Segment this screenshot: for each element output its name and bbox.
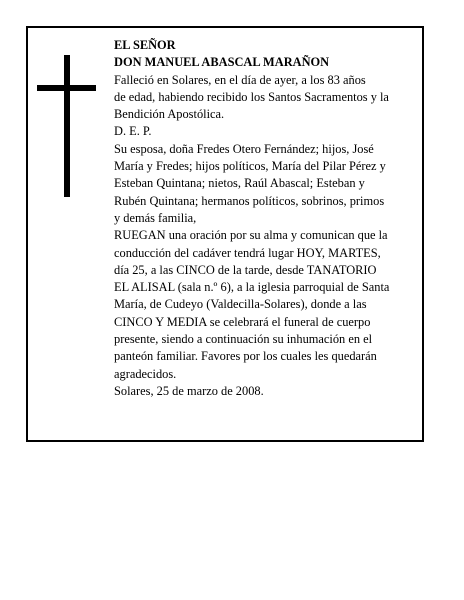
notice-line: Solares, 25 de marzo de 2008. bbox=[114, 383, 264, 398]
cross-horizontal-bar bbox=[37, 85, 96, 91]
cross-vertical-bar bbox=[64, 55, 70, 197]
notice-line: y demás familia, bbox=[114, 210, 197, 225]
notice-line: RUEGAN una oración por su alma y comunican que la bbox=[114, 228, 388, 243]
notice-line: día 25, a las CINCO de la tarde, desde TANATORIO bbox=[114, 262, 377, 277]
notice-line: Rubén Quintana; hermanos políticos, sobrinos, primos bbox=[114, 193, 385, 208]
notice-line: presente, siendo a continuación su inhumación en el bbox=[114, 332, 373, 347]
notice-line: Bendición Apostólica. bbox=[114, 107, 225, 122]
notice-line: María y Fredes; hijos políticos, María del Pilar Pérez y bbox=[114, 159, 386, 174]
obituary-text bbox=[114, 37, 420, 400]
notice-line: Falleció en Solares, en el día de ayer, a los 83 años bbox=[114, 72, 366, 87]
notice-line: panteón familiar. Favores por los cuales les quedarán bbox=[114, 349, 377, 364]
notice-line: CINCO Y MEDIA se celebrará el funeral de cuerpo bbox=[114, 314, 371, 329]
notice-line: D. E. P. bbox=[114, 124, 152, 139]
notice-line: EL ALISAL (sala n.º 6), a la iglesia parroquial de Santa bbox=[114, 280, 390, 295]
notice-line: de edad, habiendo recibido los Santos Sacramentos y la bbox=[114, 89, 389, 104]
notice-line: agradecidos. bbox=[114, 366, 177, 381]
notice-line: María, de Cudeyo (Valdecilla-Solares), donde a las bbox=[114, 297, 367, 312]
notice-line: conducción del cadáver tendrá lugar HOY, MARTES, bbox=[114, 245, 381, 260]
deceased-name: DON MANUEL ABASCAL MARAÑON bbox=[114, 55, 330, 70]
notice-line: Su esposa, doña Fredes Otero Fernández; hijos, José bbox=[114, 141, 374, 156]
notice-line: Esteban Quintana; nietos, Raúl Abascal; Esteban y bbox=[114, 176, 365, 191]
deceased-title: EL SEÑOR bbox=[114, 38, 176, 52]
